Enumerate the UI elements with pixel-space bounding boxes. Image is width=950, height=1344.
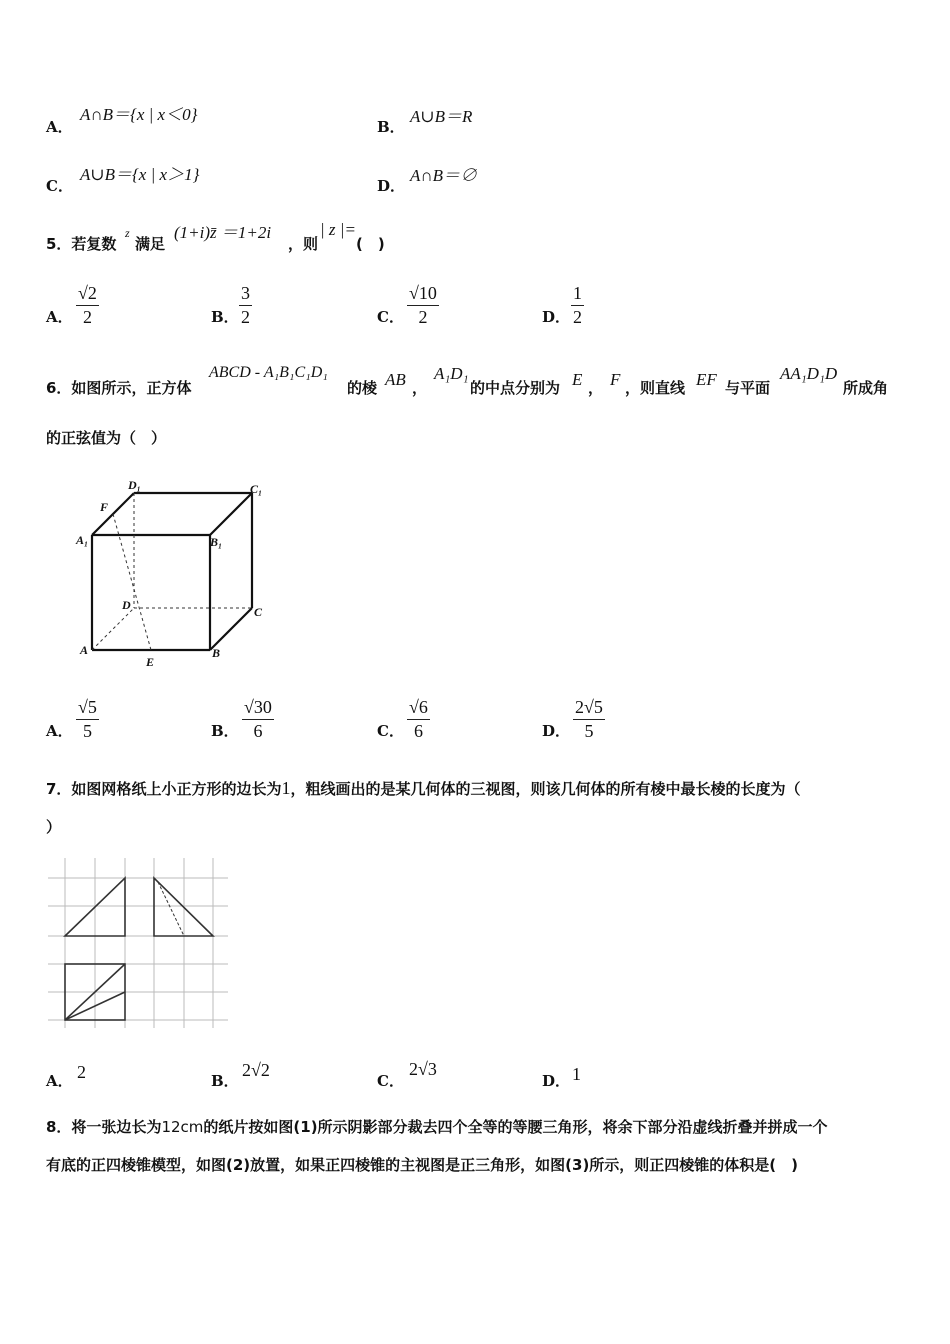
fig-label-a: A [80, 643, 89, 657]
q7-option-d-label: D． [542, 1072, 571, 1090]
q5-text2: ，则 [288, 235, 319, 253]
q7-line1-b: ，粗线画出的是某几何体的三视图，则该几何体的所有棱中最长棱的长度为（ [290, 780, 801, 798]
q6-c-num: √6 [409, 697, 428, 717]
q6-point-f: F [610, 370, 621, 389]
fig-label-a1: A₁ [76, 533, 89, 547]
q6-option-b-label: B． [211, 722, 239, 740]
q5-option-c-frac [407, 283, 439, 328]
q7-option-d-value: 1 [572, 1064, 581, 1084]
q6-d-num: 2√5 [575, 697, 603, 717]
fig-label-b: B [212, 646, 221, 660]
q7-option-b-value: 2√2 [242, 1060, 270, 1080]
q6-option-b-frac [242, 697, 274, 742]
q6-b-den: 6 [253, 721, 263, 741]
q5-abs: | z |= [320, 220, 356, 239]
q6-text4: 与平面 [725, 379, 771, 397]
q4-option-b-label: B． [377, 118, 405, 136]
q6-option-a-label: A． [46, 722, 73, 740]
q5-option-a-label: A． [46, 308, 73, 326]
q5-number: 5．若复数 [46, 235, 117, 253]
fig-label-d1: D₁ [128, 478, 141, 492]
q7-option-a-label: A． [46, 1072, 73, 1090]
q5-option-d-frac [571, 283, 584, 328]
q5-option-b-frac [239, 283, 252, 328]
q7-option-c-label: C． [377, 1072, 404, 1090]
q6-a-num: √5 [78, 697, 97, 717]
q7-unit: 1 [281, 778, 291, 798]
q4-option-d-label: D． [377, 177, 406, 195]
q5-option-d-label: D． [542, 308, 571, 326]
fig-label-c: C [254, 605, 263, 619]
q6-option-c-label: C． [377, 722, 404, 740]
q7-option-b-label: B． [211, 1072, 239, 1090]
q5-option-a-frac [76, 283, 99, 328]
q5-b-den: 2 [241, 307, 250, 327]
fig-label-b1: B₁ [210, 535, 223, 549]
q5-c-num: √10 [409, 283, 437, 303]
q5-a-den: 2 [82, 307, 92, 327]
q4-option-a-expr: A∩B＝{x | x＜0} [80, 105, 198, 124]
q6-plane: AA₁D₁D [780, 364, 838, 383]
q6-cube-figure [70, 475, 290, 675]
q4-option-b-expr: A∪B＝R [410, 107, 473, 126]
q5-d-den: 2 [573, 307, 582, 327]
q7-line1 [46, 778, 800, 799]
fig-label-c1: C₁ [250, 482, 263, 496]
q8-line2: 有底的正四棱锥模型，如图(2)放置，如果正四棱锥的主视图是正三角形，如图(3)所示，则正四棱锥的体积是( ) [46, 1156, 799, 1174]
q6-number: 6．如图所示，正方体 [46, 379, 192, 397]
q6-edge1: AB [385, 370, 406, 389]
q5-c-den: 2 [418, 307, 428, 327]
q7-option-c-value: 2√3 [409, 1059, 437, 1079]
q7-three-view-grid [48, 858, 230, 1030]
q6-comma2: ， [588, 379, 604, 397]
q6-text2: 的中点分别为 [470, 379, 561, 397]
q4-option-d-expr: A∩B＝∅ [410, 166, 478, 185]
q6-line-ef: EF [696, 370, 717, 389]
q4-option-c-expr: A∪B＝{x | x＞1} [80, 165, 200, 184]
fig-label-e: E [146, 655, 155, 669]
q8-line1 [46, 1116, 828, 1137]
q6-line2: 的正弦值为（ ） [46, 429, 167, 447]
q6-option-c-frac [407, 697, 430, 742]
fig-label-d: D [122, 598, 131, 612]
q8-line1-b: 的纸片按如图(1)所示阴影部分裁去四个全等的等腰三角形，将余下部分沿虚线折叠并拼成一个 [203, 1118, 828, 1136]
q6-point-e: E [572, 370, 583, 389]
q6-edge2: A₁D₁ [434, 364, 469, 383]
q8-line1-a: 8．将一张边长为 [46, 1118, 162, 1136]
q6-a-den: 5 [82, 721, 92, 741]
q4-option-a-label: A． [46, 118, 73, 136]
q6-d-den: 5 [584, 721, 594, 741]
q5-option-c-label: C． [377, 308, 404, 326]
q6-text5: 所成角 [843, 379, 889, 397]
q6-option-d-label: D． [542, 722, 571, 740]
q4-option-c-label: C． [46, 177, 73, 195]
q5-text1: 满足 [135, 235, 166, 253]
q6-cube: ABCD - A₁B₁C₁D₁ [209, 364, 328, 381]
q5-d-num: 1 [573, 283, 582, 303]
q7-option-a-value: 2 [77, 1062, 86, 1082]
q8-size: 12cm [161, 1118, 204, 1136]
q6-option-d-frac [573, 697, 605, 742]
q5-paren: ( ) [356, 235, 385, 253]
q5-b-num: 3 [241, 283, 250, 303]
q7-line2: ） [46, 818, 62, 836]
fig-label-f: F [100, 500, 109, 514]
q6-b-num: √30 [244, 697, 272, 717]
q5-condition: (1+i)z̄ ＝1+2i [174, 223, 272, 242]
q6-text1: 的棱 [347, 379, 378, 397]
q5-a-num: √2 [78, 283, 97, 303]
q6-option-a-frac [76, 697, 99, 742]
q6-comma1: ， [412, 379, 428, 397]
q7-line1-a: 7．如图网格纸上小正方形的边长为 [46, 780, 282, 798]
q5-option-b-label: B． [211, 308, 239, 326]
q6-c-den: 6 [413, 721, 423, 741]
q6-text3: ，则直线 [625, 379, 686, 397]
q5-var: z [125, 226, 130, 240]
